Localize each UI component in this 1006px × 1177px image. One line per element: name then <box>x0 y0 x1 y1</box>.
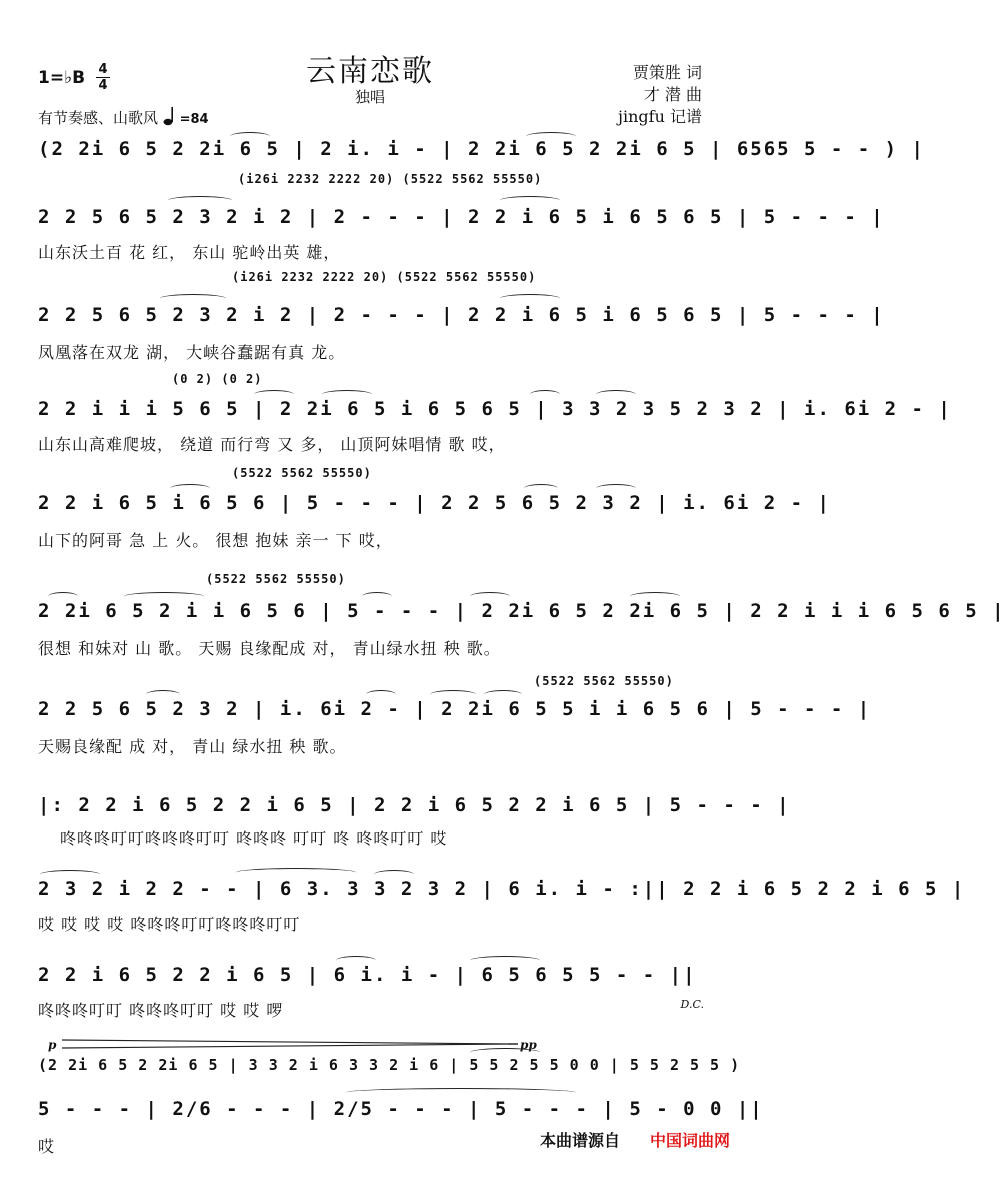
score-system-5: 2 2 i 6 5 i 6 5 6 | 5 - - - | 2 2 5 6 5 2 3 2 | i. 6i 2 - | <box>38 492 831 514</box>
slur <box>596 484 636 493</box>
slur <box>146 690 180 699</box>
meter-denominator: 4 <box>96 77 110 93</box>
time-signature <box>96 62 110 93</box>
slur <box>336 956 376 965</box>
score-system-10: 2 2 i 6 5 2 2 i 6 5 | 6 i. i - | 6 5 6 5 5 - - || <box>38 964 697 986</box>
composer-credit: 才 潜 曲 <box>643 85 702 104</box>
dynamic-pianissimo: pp <box>520 1038 537 1052</box>
slur <box>500 196 560 205</box>
slur <box>526 132 576 141</box>
slur <box>470 592 510 601</box>
meter-numerator: 4 <box>98 62 108 77</box>
accompaniment-line-5: (5522 5562 55550) <box>232 466 372 480</box>
footer-brand-link[interactable]: 中国词曲网 <box>649 1131 730 1150</box>
lyrics-line-8: 咚咚咚叮叮咚咚咚叮叮 咚咚咚 叮叮 咚 咚咚叮叮 哎 <box>60 829 448 848</box>
lyrics-line-2: 山东沃土百 花 红， 东山 驼岭出英 雄， <box>38 243 341 262</box>
slur <box>236 868 356 877</box>
score-system-8: |: 2 2 i 6 5 2 2 i 6 5 | 2 2 i 6 5 2 2 i 6 5 | 5 - - - | <box>38 794 791 816</box>
slur <box>254 390 294 399</box>
lyrics-line-10: 咚咚咚叮叮 咚咚咚叮叮 哎 哎 啰 <box>38 1001 284 1020</box>
slur <box>470 1048 540 1057</box>
song-title: 云南恋歌 <box>306 54 434 89</box>
tempo-value: =84 <box>179 112 209 127</box>
tempo-description: 有节奏感、山歌风 <box>38 109 159 127</box>
slur <box>170 484 210 493</box>
lyrics-line-9: 哎 哎 哎 哎 咚咚咚叮叮咚咚咚叮叮 <box>38 915 301 934</box>
slur <box>362 592 392 601</box>
key-signature: 1=♭B <box>38 68 86 88</box>
slur <box>168 196 232 205</box>
score-system-9: 2 3 2 i 2 2 - - | 6 3. 3 3 2 3 2 | 6 i. i - :|| 2 2 i 6 5 2 2 i 6 5 | <box>38 878 966 900</box>
slur <box>470 956 540 965</box>
lyrics-line-7: 天赐良缘配 成 对， 青山 绿水扭 秧 歌。 <box>38 737 347 756</box>
quarter-note-icon <box>163 106 175 126</box>
slur <box>484 690 522 699</box>
slur <box>596 390 636 399</box>
slur <box>40 870 100 879</box>
lyrics-line-4: 山东山高难爬坡， 绕道 而行弯 又 多， 山顶阿妹唱情 歌 哎， <box>38 435 506 454</box>
slur <box>630 592 680 601</box>
diminuendo-hairpin <box>62 1038 518 1052</box>
slur <box>322 390 372 399</box>
slur <box>124 592 204 601</box>
footer-source-label: 本曲谱源自 <box>539 1131 620 1150</box>
accompaniment-line-7: (5522 5562 55550) <box>534 674 674 688</box>
accompaniment-line-3: (i26i 2232 2222 20) (5522 5562 55550) <box>232 270 537 284</box>
score-system-6: 2 2i 6 5 2 i i 6 5 6 | 5 - - - | 2 2i 6 5 2 2i 6 5 | 2 2 i i i 6 5 6 5 | <box>38 600 1006 622</box>
lyrics-line-5: 山下的阿哥 急 上 火。 很想 抱妹 亲一 下 哎， <box>38 531 393 550</box>
score-system-2: 2 2 5 6 5 2 3 2 i 2 | 2 - - - | 2 2 i 6 5 i 6 5 6 5 | 5 - - - | <box>38 206 885 228</box>
slur <box>230 132 270 141</box>
slur <box>48 592 78 601</box>
slur <box>374 870 414 879</box>
accompaniment-line-4: (0 2) (0 2) <box>172 372 263 386</box>
accompaniment-line-6: (5522 5562 55550) <box>206 572 346 586</box>
slur <box>160 294 226 303</box>
tie <box>346 1088 576 1097</box>
lyrics-line-12: 哎 <box>38 1137 56 1156</box>
lyrics-line-3: 凤凰落在双龙 湖， 大峡谷蠢踞有真 龙。 <box>38 343 346 362</box>
slur <box>366 690 396 699</box>
transcriber-credit: jingfu 记谱 <box>618 107 702 126</box>
slur <box>530 390 560 399</box>
slur <box>430 690 476 699</box>
score-system-1: (2 2i 6 5 2 2i 6 5 | 2 i. i - | 2 2i 6 5 2 2i 6 5 | 6565 5 - - ) | <box>38 138 925 160</box>
lyrics-line-6: 很想 和妹对 山 歌。 天赐 良缘配成 对， 青山绿水扭 秧 歌。 <box>38 639 501 658</box>
da-capo-marking: D.C. <box>680 998 704 1011</box>
slur <box>524 484 558 493</box>
dynamic-piano: p <box>48 1038 57 1052</box>
score-system-4: 2 2 i i i 5 6 5 | 2 2i 6 5 i 6 5 6 5 | 3 3 2 3 5 2 3 2 | i. 6i 2 - | <box>38 398 952 420</box>
score-system-7: 2 2 5 6 5 2 3 2 | i. 6i 2 - | 2 2i 6 5 5 i i 6 5 6 | 5 - - - | <box>38 698 872 720</box>
tempo-marking <box>38 106 209 128</box>
score-system-3: 2 2 5 6 5 2 3 2 i 2 | 2 - - - | 2 2 i 6 5 i 6 5 6 5 | 5 - - - | <box>38 304 885 326</box>
score-system-12: 5 - - - | 2/6 - - - | 2/5 - - - | 5 - - - | 5 - 0 0 || <box>38 1098 764 1120</box>
lyricist-credit: 贾策胜 词 <box>632 63 702 82</box>
song-subtitle: 独唱 <box>354 88 385 106</box>
slur <box>500 294 560 303</box>
score-system-11: (2 2i 6 5 2 2i 6 5 | 3 3 2 i 6 3 3 2 i 6 | 5 5 2 5 5 0 0 | 5 5 2 5 5 ) <box>38 1056 741 1074</box>
accompaniment-line-2: (i26i 2232 2222 20) (5522 5562 55550) <box>238 172 543 186</box>
